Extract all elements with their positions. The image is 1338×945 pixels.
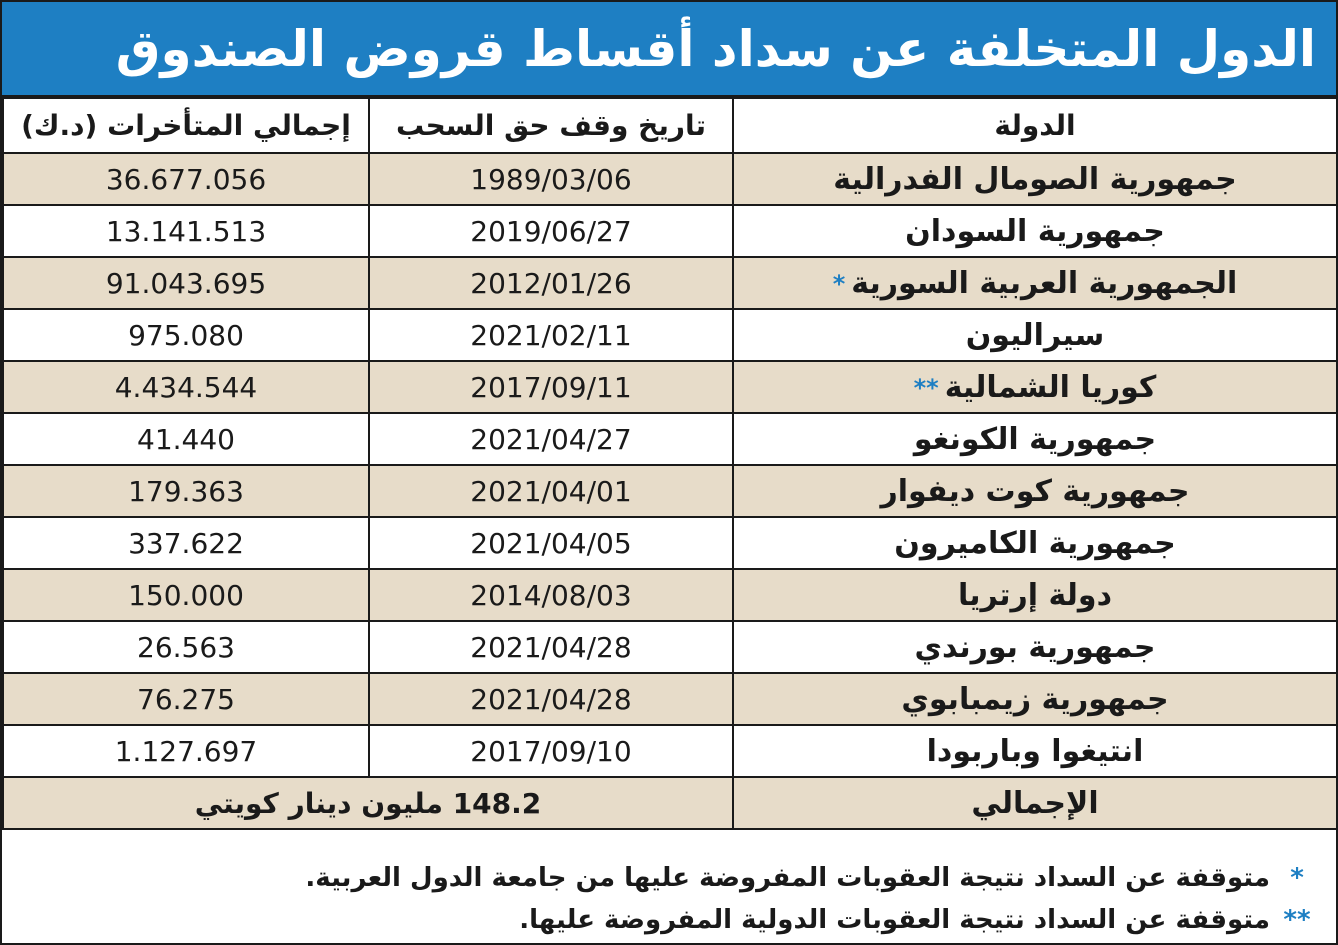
cell-country bbox=[733, 309, 1337, 361]
table-row bbox=[3, 153, 1337, 205]
cell-date: 2021/04/05 bbox=[369, 517, 733, 569]
country-name: جمهورية الصومال الفدرالية bbox=[833, 161, 1237, 197]
footnote-marker: ** bbox=[913, 374, 939, 402]
table-row bbox=[3, 569, 1337, 621]
cell-total: 76.275 bbox=[3, 673, 369, 725]
cell-country bbox=[733, 465, 1337, 517]
arrears-table bbox=[2, 97, 1338, 830]
table-row bbox=[3, 205, 1337, 257]
cell-total: 13.141.513 bbox=[3, 205, 369, 257]
cell-country bbox=[733, 569, 1337, 621]
cell-total: 41.440 bbox=[3, 413, 369, 465]
country-name: جمهورية زيمبابوي bbox=[901, 681, 1169, 717]
table-title: الدول المتخلفة عن سداد أقساط قروض الصندوق bbox=[115, 19, 1316, 78]
table-row bbox=[3, 517, 1337, 569]
cell-country bbox=[733, 413, 1337, 465]
column-header-date: تاريخ وقف حق السحب bbox=[369, 98, 733, 153]
country-name: جمهورية الكونغو bbox=[913, 421, 1157, 457]
cell-total: 179.363 bbox=[3, 465, 369, 517]
cell-country bbox=[733, 257, 1337, 309]
cell-total: 1.127.697 bbox=[3, 725, 369, 777]
cell-total: 36.677.056 bbox=[3, 153, 369, 205]
table-body bbox=[3, 153, 1337, 777]
title-bar bbox=[2, 2, 1336, 97]
table-row bbox=[3, 673, 1337, 725]
table-row bbox=[3, 465, 1337, 517]
country-name: انتيغوا وباربودا bbox=[926, 733, 1144, 769]
country-name: كوريا الشمالية bbox=[944, 369, 1157, 405]
cell-country bbox=[733, 361, 1337, 413]
cell-date: 1989/03/06 bbox=[369, 153, 733, 205]
total-value: 148.2 مليون دينار كويتي bbox=[3, 777, 733, 829]
footnote-2-mark: ** bbox=[1283, 905, 1311, 935]
footnote-1-text: متوقفة عن السداد نتيجة العقوبات المفروضة عليها من جامعة الدول العربية. bbox=[305, 863, 1270, 893]
cell-date: 2017/09/10 bbox=[369, 725, 733, 777]
table-row bbox=[3, 621, 1337, 673]
footnote-2 bbox=[2, 899, 1314, 941]
cell-date: 2019/06/27 bbox=[369, 205, 733, 257]
cell-date: 2014/08/03 bbox=[369, 569, 733, 621]
cell-date: 2021/04/28 bbox=[369, 673, 733, 725]
cell-country bbox=[733, 673, 1337, 725]
country-name: الجمهورية العربية السورية bbox=[851, 265, 1238, 301]
cell-country bbox=[733, 621, 1337, 673]
total-label: الإجمالي bbox=[733, 777, 1337, 829]
cell-total: 150.000 bbox=[3, 569, 369, 621]
cell-total: 975.080 bbox=[3, 309, 369, 361]
table-row bbox=[3, 361, 1337, 413]
cell-date: 2021/04/28 bbox=[369, 621, 733, 673]
column-header-total: إجمالي المتأخرات (د.ك) bbox=[3, 98, 369, 153]
country-name: جمهورية الكاميرون bbox=[894, 525, 1176, 561]
cell-date: 2021/04/27 bbox=[369, 413, 733, 465]
table-row bbox=[3, 257, 1337, 309]
cell-date: 2012/01/26 bbox=[369, 257, 733, 309]
country-name: جمهورية السودان bbox=[905, 213, 1165, 249]
cell-country bbox=[733, 517, 1337, 569]
country-name: سيراليون bbox=[965, 317, 1105, 353]
footnote-1 bbox=[2, 857, 1314, 899]
cell-date: 2017/09/11 bbox=[369, 361, 733, 413]
header-row bbox=[3, 98, 1337, 153]
table-row bbox=[3, 413, 1337, 465]
cell-date: 2021/02/11 bbox=[369, 309, 733, 361]
table-row bbox=[3, 309, 1337, 361]
footnote-2-text: متوقفة عن السداد نتيجة العقوبات الدولية المفروضة عليها. bbox=[519, 905, 1270, 935]
cell-country bbox=[733, 153, 1337, 205]
cell-total: 337.622 bbox=[3, 517, 369, 569]
cell-date: 2021/04/01 bbox=[369, 465, 733, 517]
cell-total: 4.434.544 bbox=[3, 361, 369, 413]
footnote-1-mark: * bbox=[1290, 863, 1304, 893]
table-row bbox=[3, 725, 1337, 777]
total-row bbox=[3, 777, 1337, 829]
footnotes bbox=[2, 851, 1336, 943]
footnote-marker: * bbox=[832, 270, 846, 298]
cell-total: 26.563 bbox=[3, 621, 369, 673]
country-name: دولة إرتريا bbox=[958, 577, 1112, 613]
cell-country bbox=[733, 205, 1337, 257]
cell-total: 91.043.695 bbox=[3, 257, 369, 309]
country-name: جمهورية بورندي bbox=[914, 629, 1156, 665]
cell-country bbox=[733, 725, 1337, 777]
country-name: جمهورية كوت ديفوار bbox=[880, 473, 1190, 509]
column-header-country: الدولة bbox=[733, 98, 1337, 153]
